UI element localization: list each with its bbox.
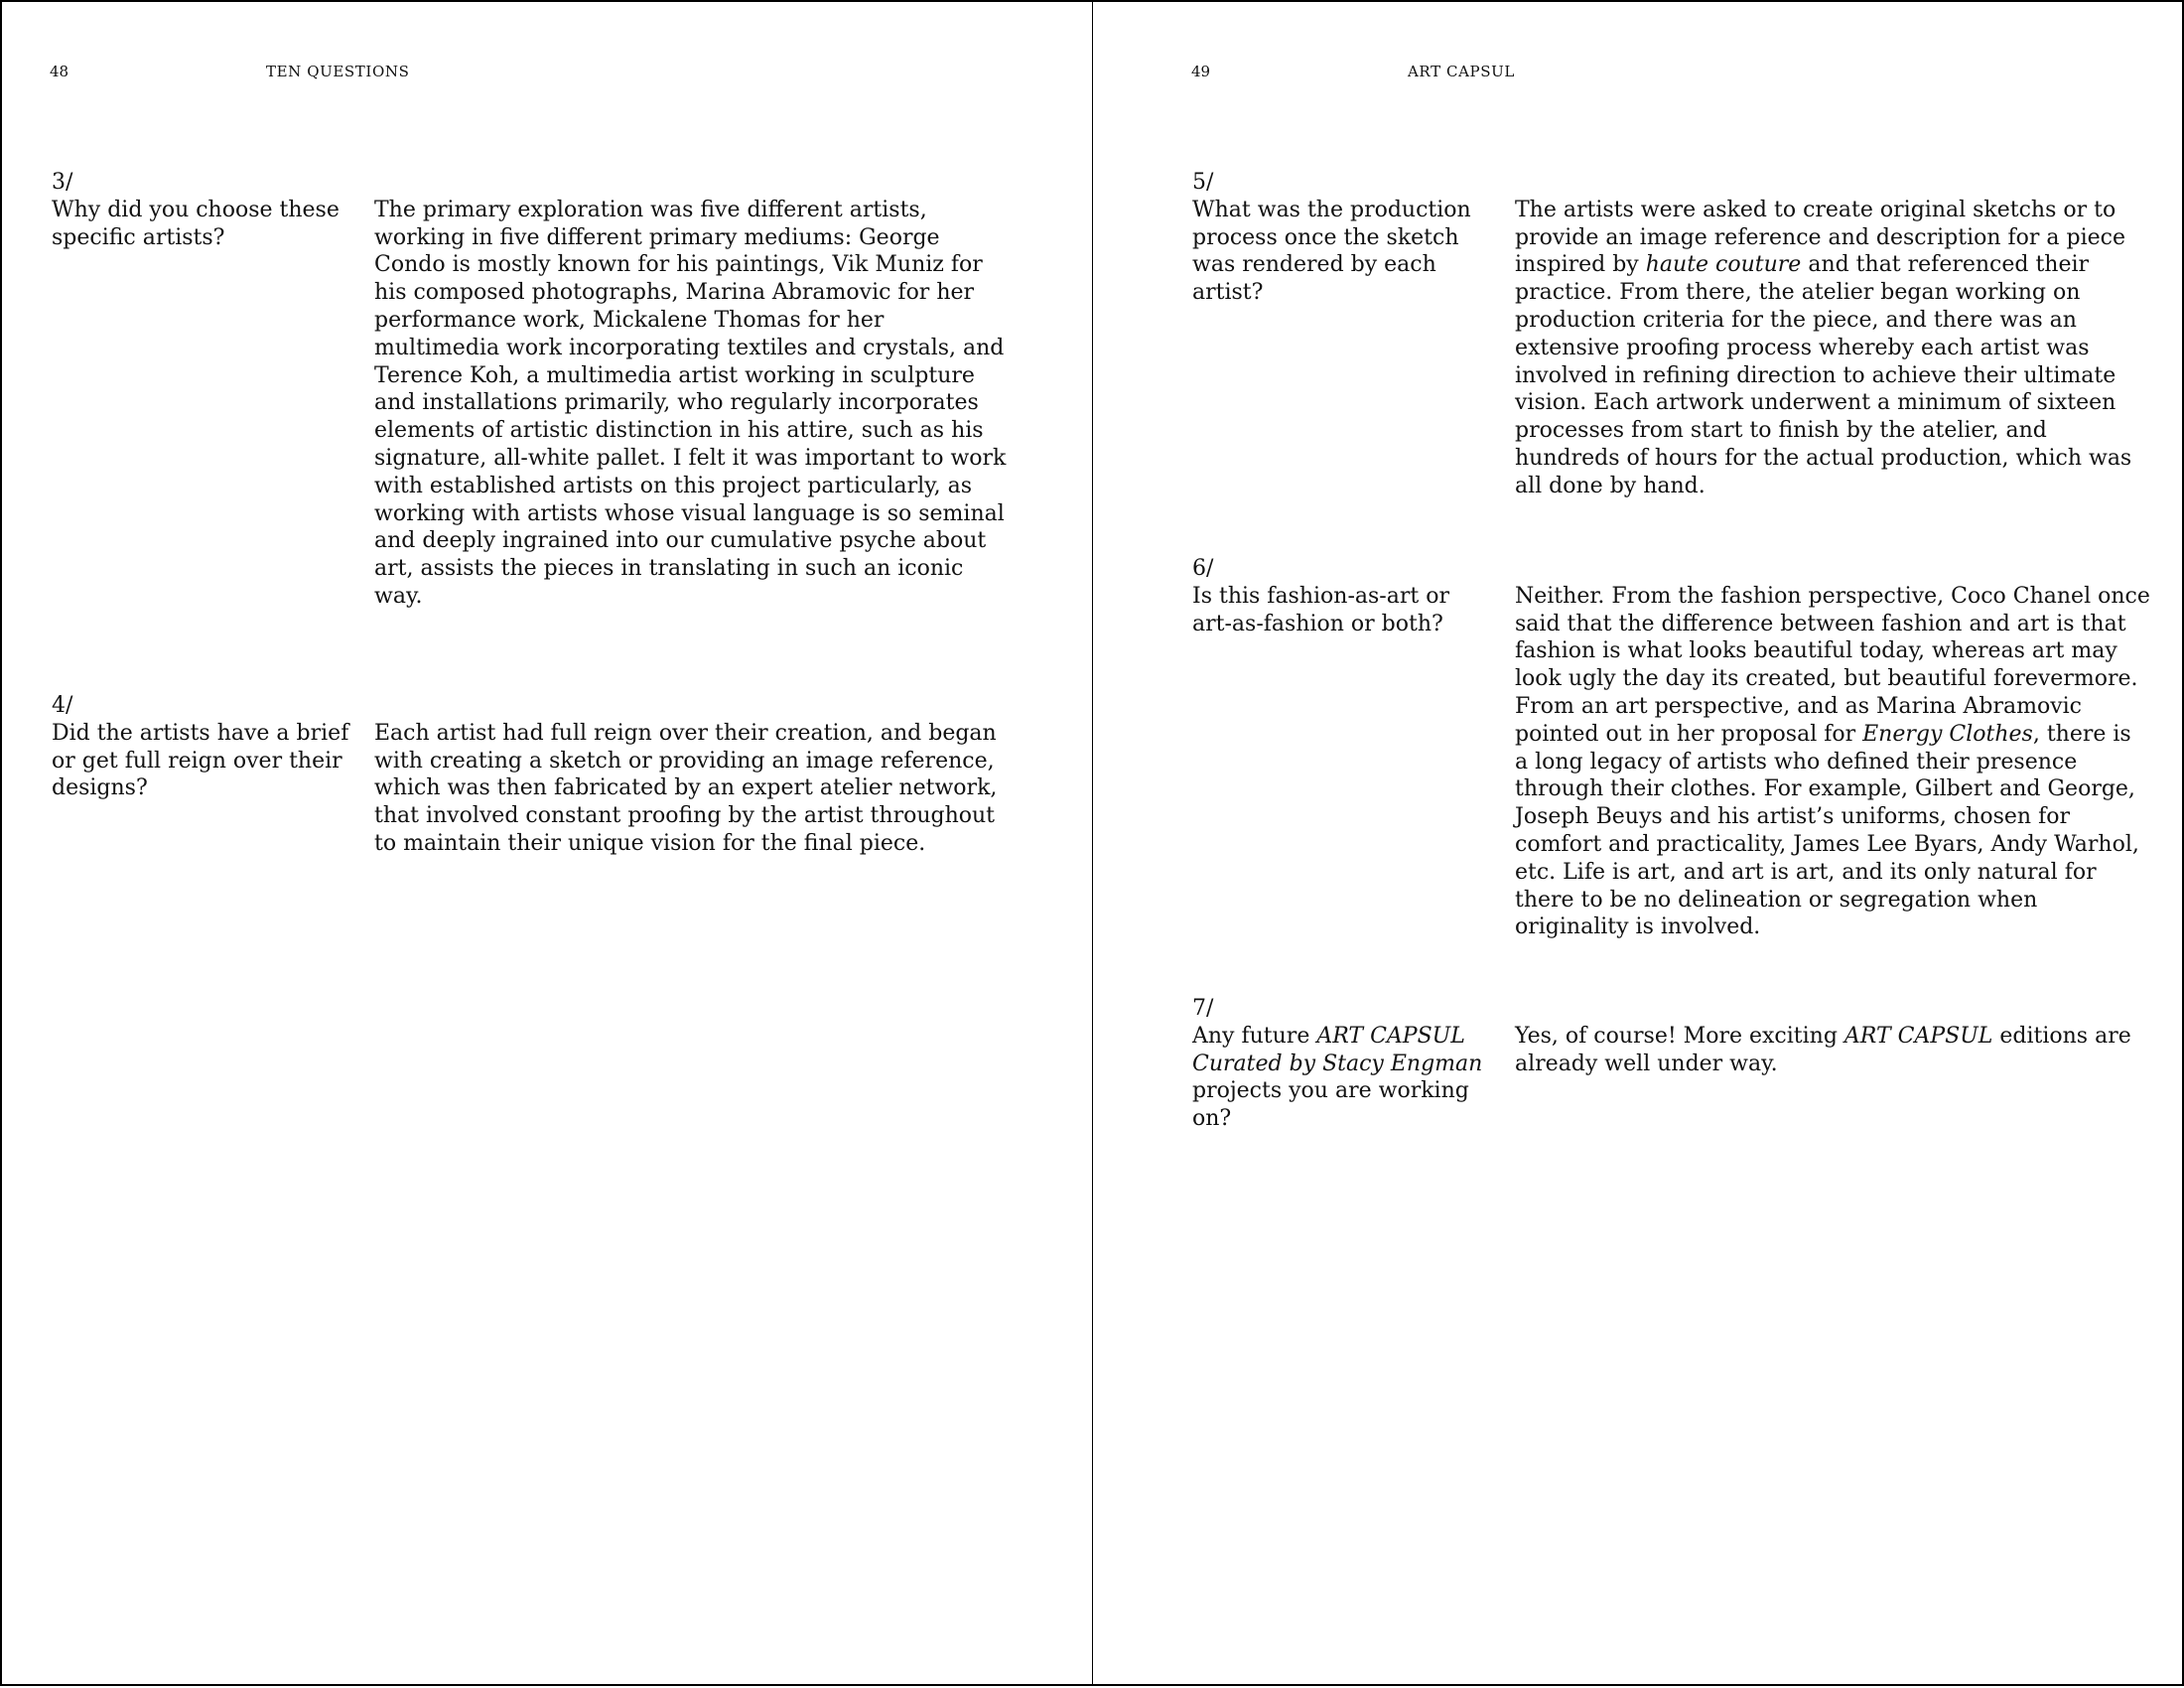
answer-text: The primary exploration was five different artists, working in five different primary mediums: George Condo is mostly known for his paintings, Vik Muniz for his composed photographs, Marina Abramovic for her performance work, Mickalene Thomas for her multimedia work incorporating textiles and crystals, and Terence Koh, a multimedia artist working in sculpture and installations primarily, who regularly incorporates elements of artistic distinction in his attire, such as his signature, all-white pallet. I felt it was important to work with established artists on this project particularly, as working with artists whose visual language is so seminal and deeply ingrained into our cumulative psyche about art, assists the pieces in translating in such an iconic way. [374, 197, 1007, 609]
right-page [1092, 0, 2184, 1686]
page-number: 49 [1191, 63, 1211, 80]
question-number: 6/ [1192, 556, 1214, 581]
question-text: Why did you choose these specific artists? [52, 197, 340, 250]
question-number: 5/ [1192, 170, 1214, 195]
question-number: 3/ [52, 170, 73, 195]
answer-text: Each artist had full reign over their creation, and began with creating a sketch or providing an image reference, which was then fabricated by an expert atelier network, that involved constant proofing by the artist throughout to maintain their unique vision for the final piece. [374, 720, 998, 856]
question-number: 4/ [52, 693, 73, 718]
page-number: 48 [50, 63, 69, 80]
answer-text: Neither. From the fashion perspective, Coco Chanel once said that the difference between fashion and art is that fashion is what looks beautiful today, whereas art may look ugly the day its created, but beautiful forevermore. From an art perspective, and as Marina Abramovic pointed out in her proposal for Energy Clothes, there is a long legacy of artists who defined their presence through their clothes. For example, Gilbert and George, Joseph Beuys and his artist’s uniforms, chosen for comfort and practicality, James Lee Byars, Andy Warhol, etc. Life is art, and art is art, and its only natural for there to be no delineation or segregation when originality is involved. [1515, 583, 2150, 940]
question-text: Is this fashion-as-art or art-as-fashion or both? [1192, 583, 1449, 636]
question-text: What was the production process once the sketch was rendered by each artist? [1192, 197, 1471, 306]
question-text: Any future ART CAPSUL Curated by Stacy Engman projects you are working on? [1192, 1023, 1483, 1132]
running-head: ART CAPSUL [1408, 63, 1515, 80]
question-number: 7/ [1192, 996, 1214, 1021]
answer-text: Yes, of course! More exciting ART CAPSUL editions are already well under way. [1515, 1023, 2131, 1076]
running-head: TEN QUESTIONS [266, 63, 410, 80]
question-text: Did the artists have a brief or get full reign over their designs? [52, 720, 349, 801]
answer-text: The artists were asked to create original sketchs or to provide an image reference and description for a piece inspired by haute couture and that referenced their practice. From there, the atelier began working on production criteria for the piece, and there was an extensive proofing process whereby each artist was involved in refining direction to achieve their ultimate vision. Each artwork underwent a minimum of sixteen processes from start to finish by the atelier, and hundreds of hours for the actual production, which was all done by hand. [1515, 197, 2132, 498]
left-page [0, 0, 1093, 1686]
